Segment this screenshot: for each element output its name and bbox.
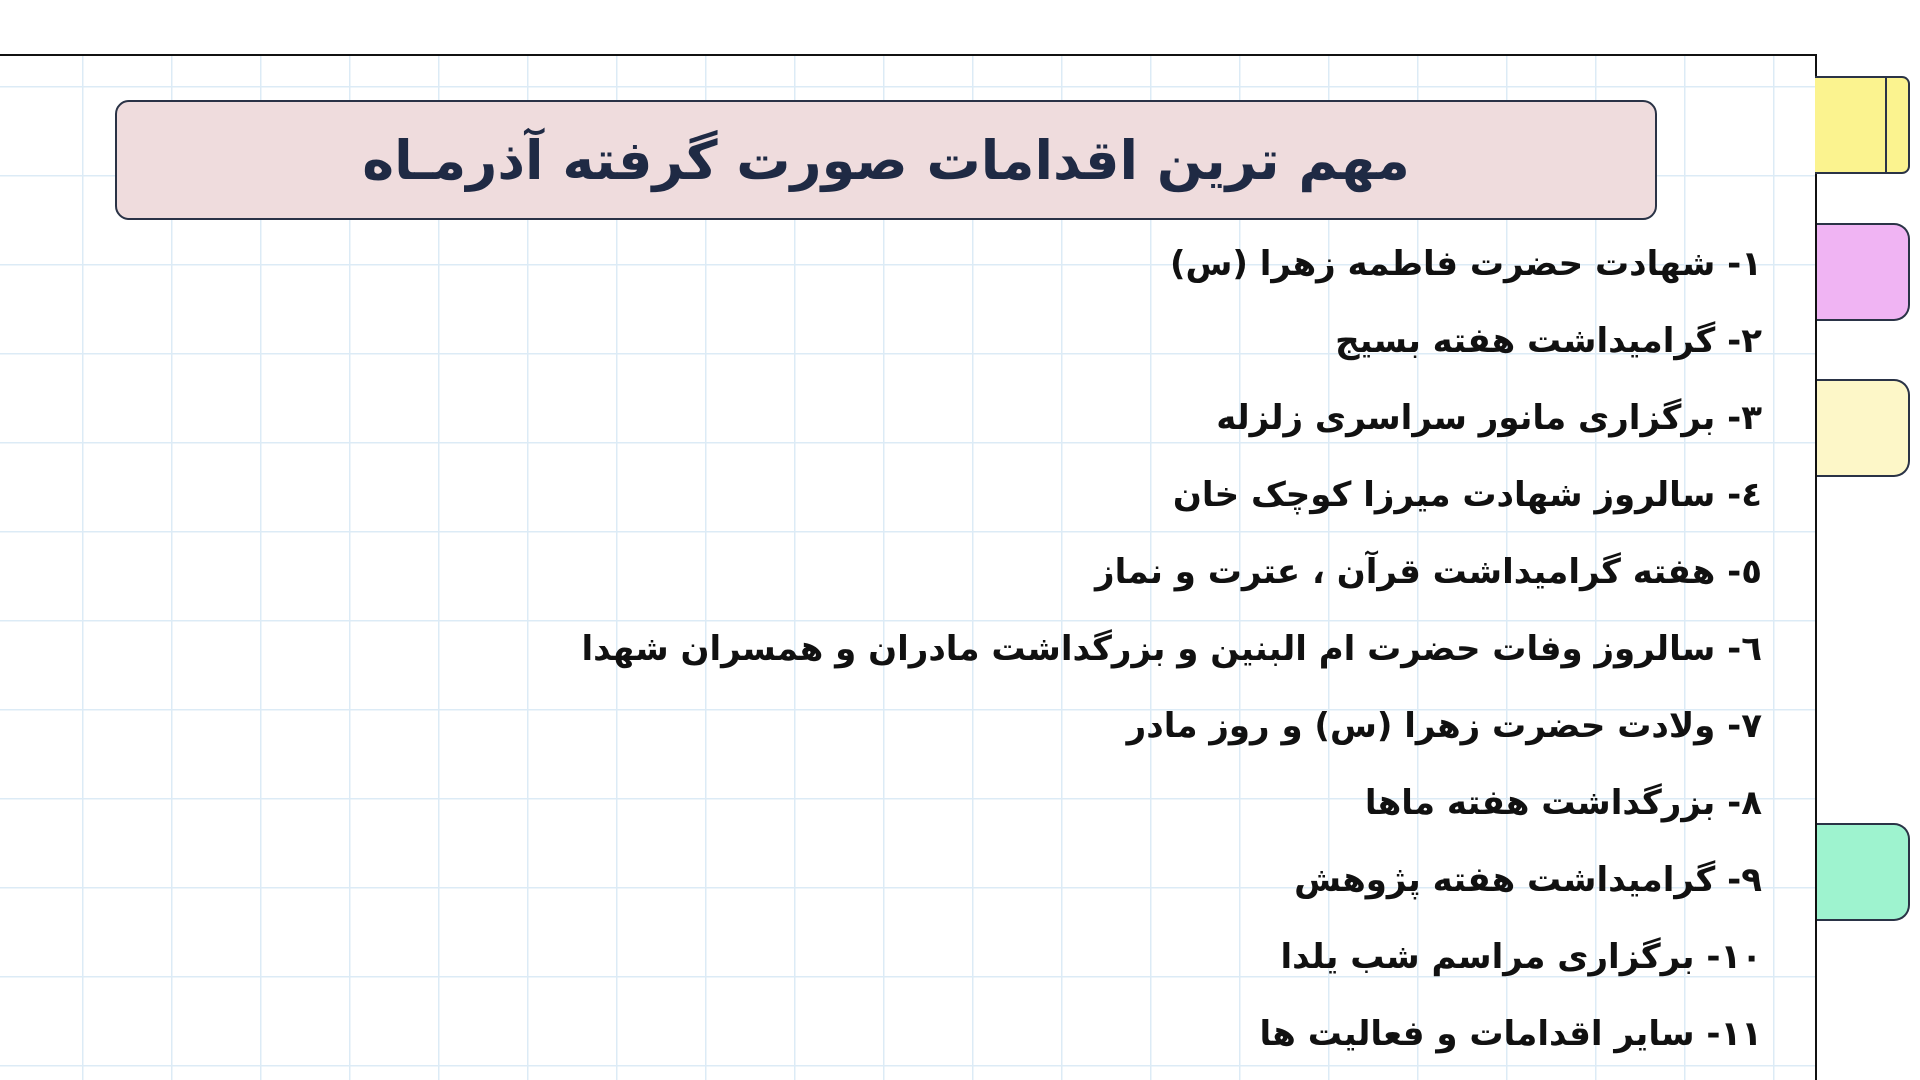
title-banner bbox=[115, 100, 1657, 220]
list-item: ٥- هفته گرامیداشت قرآن ، عترت و نماز bbox=[1095, 552, 1762, 592]
list-item: ۱۱- سایر اقدامات و فعالیت ها bbox=[1259, 1014, 1762, 1054]
list-item: ۱- شهادت حضرت فاطمه زهرا (س) bbox=[1169, 244, 1762, 284]
tab-divider bbox=[1885, 78, 1887, 172]
list-item: ۲- گرامیداشت هفته بسیج bbox=[1335, 321, 1762, 361]
tab-yellow[interactable] bbox=[1815, 76, 1910, 174]
list-item: ۹- گرامیداشت هفته پژوهش bbox=[1294, 860, 1762, 900]
list-item: ٤- سالروز شهادت میرزا کوچک خان bbox=[1172, 475, 1762, 515]
list-item: ۳- برگزاری مانور سراسری زلزله bbox=[1216, 398, 1762, 438]
tab-green[interactable] bbox=[1817, 823, 1910, 921]
activities-list bbox=[581, 226, 1762, 1073]
list-item: ۷- ولادت حضرت زهرا (س) و روز مادر bbox=[1126, 706, 1762, 746]
list-item: ۱۰- برگزاری مراسم شب یلدا bbox=[1280, 937, 1762, 977]
tab-cream[interactable] bbox=[1817, 379, 1910, 477]
list-item: ۸- بزرگداشت هفته ماها bbox=[1364, 783, 1762, 823]
tab-pink[interactable] bbox=[1817, 223, 1910, 321]
list-item: ٦- سالروز وفات حضرت ام البنین و بزرگداشت مادران و همسران شهدا bbox=[581, 629, 1762, 669]
page-title: مهم ترین اقدامات صورت گرفته آذرمـاه bbox=[362, 128, 1410, 192]
